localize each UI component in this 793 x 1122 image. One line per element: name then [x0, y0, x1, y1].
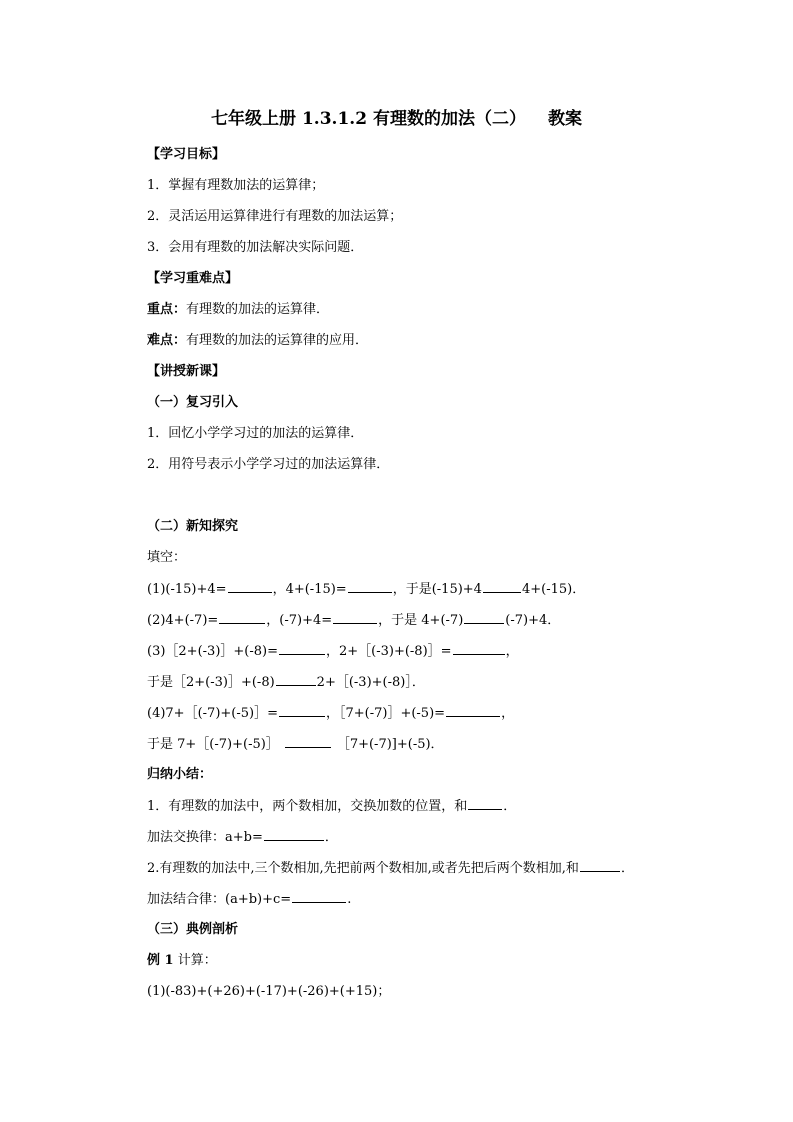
answer-blank[interactable] — [276, 673, 316, 686]
answer-blank[interactable] — [483, 580, 521, 593]
key-label: 重点： — [147, 302, 187, 317]
objective-item: 3．会用有理数的加法解决实际问题． — [147, 240, 364, 255]
review-item: 2．用符号表示小学学习过的加法运算律． — [147, 457, 390, 472]
difficult-point — [147, 332, 368, 350]
q1-part: 4+(-15)． — [521, 582, 586, 597]
question-3 — [147, 642, 519, 661]
question-4-continued — [147, 735, 444, 754]
review-heading: （一）复习引入 — [147, 395, 239, 410]
example-label: 例 1 — [147, 953, 174, 968]
lesson-heading: 【讲授新课】 — [147, 364, 226, 379]
associative-law — [147, 890, 351, 909]
q4-part: ［7+(-7)]+(-5)． — [336, 737, 444, 752]
answer-blank[interactable] — [468, 797, 502, 810]
review-item: 1．回忆小学学习过的加法的运算律． — [147, 426, 364, 441]
q3-part: ， — [505, 644, 519, 659]
s2-part: 2.有理数的加法中,三个数相加,先把前两个数相加,或者先把后两个数相加,和 — [147, 861, 579, 876]
answer-blank[interactable] — [279, 704, 325, 717]
example-item: (1)(-83)+(+26)+(-17)+(-26)+(+15)； — [147, 984, 391, 999]
example-heading: （三）典例剖析 — [147, 922, 239, 937]
key-text: 有理数的加法的运算律． — [186, 302, 330, 317]
q4-part: ， — [501, 706, 515, 721]
answer-blank[interactable] — [279, 642, 325, 655]
answer-blank[interactable] — [464, 611, 504, 624]
q2-part: ，(-7)+4= — [266, 613, 333, 628]
answer-blank[interactable] — [292, 890, 346, 903]
fill-label: 填空： — [147, 550, 187, 565]
answer-blank[interactable] — [264, 828, 324, 841]
q1-part: ，于是(-15)+4 — [392, 582, 482, 597]
q4-part: (4)7+［(-7)+(-5)］= — [147, 706, 278, 721]
answer-blank[interactable] — [580, 859, 620, 872]
answer-blank[interactable] — [228, 580, 272, 593]
example-intro — [147, 952, 217, 970]
s2-part: ． — [620, 861, 634, 876]
summary-1 — [147, 797, 516, 816]
title-main: 七年级上册 1.3.1.2 有理数的加法（二） — [211, 109, 526, 129]
q2-part: (2)4+(-7)= — [147, 613, 219, 628]
document-title — [0, 104, 793, 129]
answer-blank[interactable] — [285, 735, 331, 748]
title-suffix: 教案 — [547, 109, 582, 129]
s1-part: 1．有理数的加法中，两个数相加，交换加数的位置，和 — [147, 799, 468, 814]
law-part: 加法结合律：(a+b)+c= — [147, 892, 292, 907]
explore-heading: （二）新知探究 — [147, 519, 239, 534]
question-2 — [147, 611, 560, 630]
commutative-law — [147, 828, 338, 847]
q1-part: (1)(-15)+4= — [147, 582, 227, 597]
answer-blank[interactable] — [453, 642, 505, 655]
q2-part: ，于是 4+(-7) — [378, 613, 464, 628]
q1-part: ，4+(-15)= — [272, 582, 347, 597]
answer-blank[interactable] — [219, 611, 265, 624]
question-4 — [147, 704, 514, 723]
q3-part: ，2+［(-3)+(-8)］= — [325, 644, 452, 659]
answer-blank[interactable] — [333, 611, 377, 624]
difficult-label: 难点： — [147, 333, 187, 348]
q3-part: 2+［(-3)+(-8)］． — [316, 675, 425, 690]
summary-heading: 归纳小结： — [147, 767, 213, 782]
example-text: 计算： — [173, 953, 217, 968]
objectives-heading: 【学习目标】 — [147, 147, 226, 162]
q3-part: (3)［2+(-3)］+(-8)= — [147, 644, 278, 659]
law-part: . — [347, 892, 352, 907]
answer-blank[interactable] — [348, 580, 392, 593]
answer-blank[interactable] — [446, 704, 500, 717]
objective-item: 2．灵活运用运算律进行有理数的加法运算； — [147, 209, 403, 224]
keypoints-heading: 【学习重难点】 — [147, 271, 239, 286]
question-1 — [147, 580, 585, 599]
summary-2 — [147, 859, 634, 878]
question-3-continued — [147, 673, 425, 692]
objective-item: 1．掌握有理数加法的运算律； — [147, 178, 325, 193]
key-point — [147, 301, 329, 319]
q4-part: 于是 7+［(-7)+(-5)］ — [147, 737, 279, 752]
s1-part: ． — [503, 799, 517, 814]
q2-part: (-7)+4． — [505, 613, 561, 628]
q4-part: ，［7+(-7)］+(-5)= — [325, 706, 446, 721]
q3-part: 于是［2+(-3)］+(-8) — [147, 675, 275, 690]
difficult-text: 有理数的加法的运算律的应用． — [186, 333, 369, 348]
law-part: 加法交换律：a+b= — [147, 830, 263, 845]
law-part: ． — [324, 830, 338, 845]
